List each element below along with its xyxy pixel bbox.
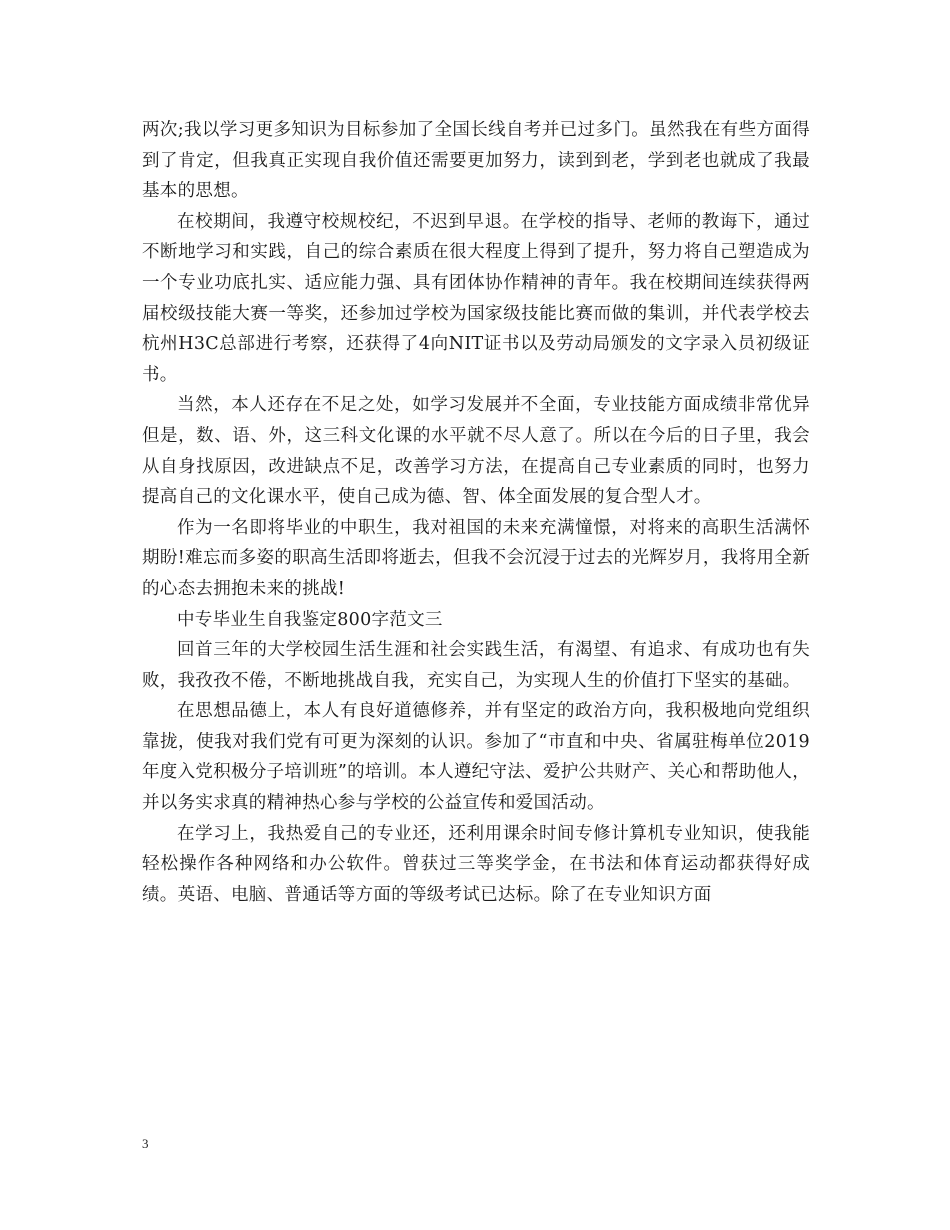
paragraph-8: 在学习上，我热爱自己的专业还，还利用课余时间专修计算机专业知识，使我能轻松操作各种网络和办公软件。曾获过三等奖学金，在书法和体育运动都获得好成绩。英语、电脑、普通话等方面的等级考试已达标。除了在专业知识方面 xyxy=(142,823,810,905)
paragraph-4: 作为一名即将毕业的中职生，我对祖国的未来充满憧憬，对将来的高职生活满怀期盼!难忘而多姿的职高生活即将逝去，但我不会沉浸于过去的光辉岁月，我将用全新的心态去拥抱未来的挑战! xyxy=(142,517,810,599)
paragraph-2: 在校期间，我遵守校规校纪，不迟到早退。在学校的指导、老师的教诲下，通过不断地学习和实践，自己的综合素质在很大程度上得到了提升，努力将自己塑造成为一个专业功底扎实、适应能力强、具有团体协作精神的青年。我在校期间连续获得两届校级技能大赛一等奖，还参加过学校为国家级技能比赛而做的集训，并代表学校去杭州H3C总部进行考察，还获得了4向NIT证书以及劳动局颁发的文字录入员初级证书。 xyxy=(142,211,810,385)
paragraph-3: 当然，本人还存在不足之处，如学习发展并不全面，专业技能方面成绩非常优异但是，数、语、外，这三科文化课的水平就不尽人意了。所以在今后的日子里，我会从自身找原因，改进缺点不足，改善学习方法，在提高自己专业素质的同时，也努力提高自己的文化课水平，使自己成为德、智、体全面发展的复合型人才。 xyxy=(142,395,810,508)
document-body xyxy=(142,115,810,910)
page-number: 3 xyxy=(142,1136,149,1151)
paragraph-6: 回首三年的大学校园生活生涯和社会实践生活，有渴望、有追求、有成功也有失败，我孜孜不倦，不断地挑战自我，充实自己，为实现人生的价值打下坚实的基础。 xyxy=(142,640,810,691)
paragraph-7: 在思想品德上，本人有良好道德修养，并有坚定的政治方向，我积极地向党组织靠拢，使我对我们党有可更为深刻的认识。参加了“市直和中央、省属驻梅单位2019年度入党积极分子培训班”的培训。本人遵纪守法、爱护公共财产、关心和帮助他人，并以务实求真的精神热心参与学校的公益宣传和爱国活动。 xyxy=(142,701,810,814)
paragraph-1: 两次;我以学习更多知识为目标参加了全国长线自考并已过多门。虽然我在有些方面得到了肯定，但我真正实现自我价值还需要更加努力，读到到老，学到老也就成了我最基本的思想。 xyxy=(142,120,810,202)
section-heading: 中专毕业生自我鉴定800字范文三 xyxy=(177,609,443,630)
